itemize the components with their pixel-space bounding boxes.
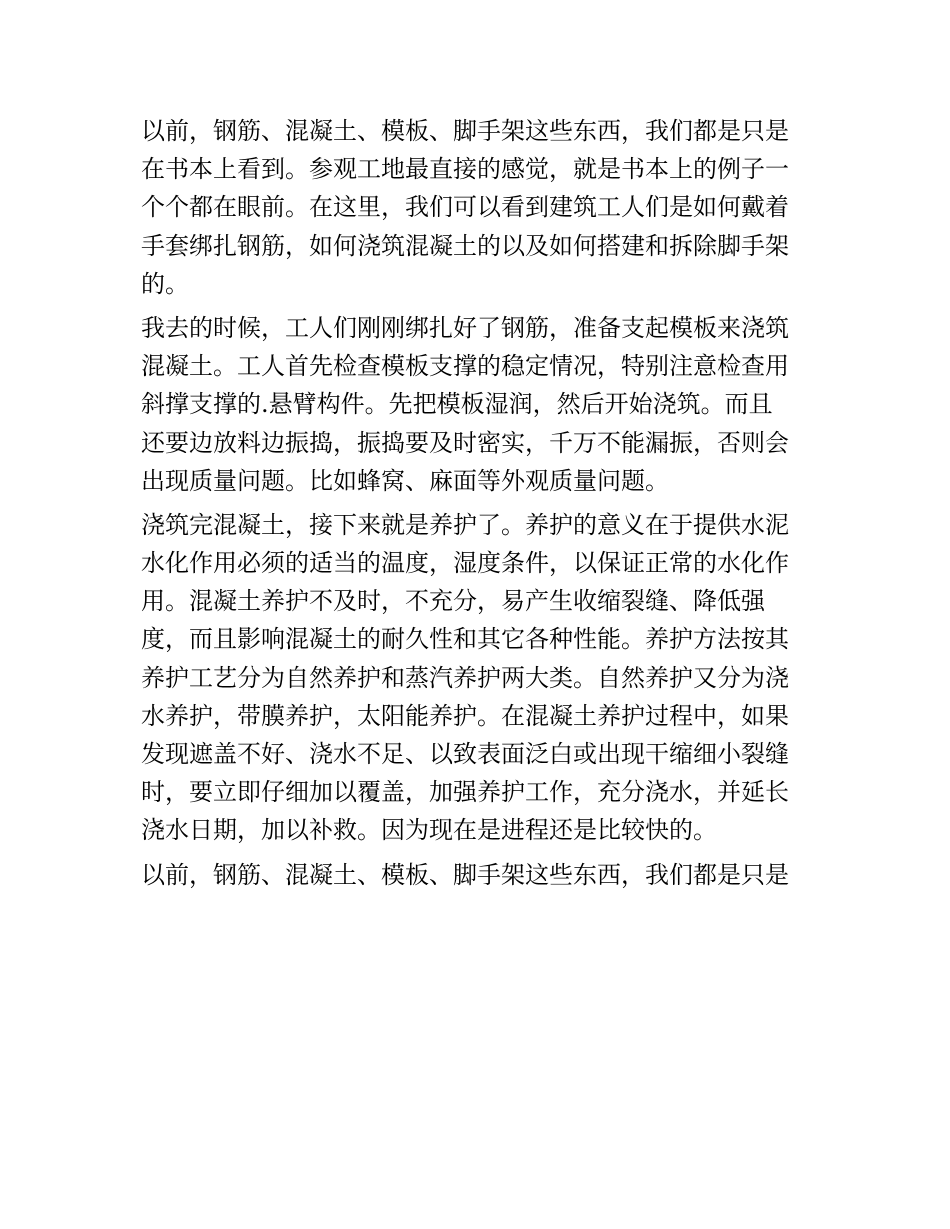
text-line: 以前，钢筋、混凝土、模板、脚手架这些东西，我们都是只是 [141,860,789,889]
text-line: 我去的时候，工人们刚刚绑扎好了钢筋，准备支起模板来浇筑 [141,313,789,342]
text-line: 个个都在眼前。在这里，我们可以看到建筑工人们是如何戴着 [141,193,789,222]
text-line: 混凝土。工人首先检查模板支撑的稳定情况，特别注意检查用 [141,352,789,381]
text-line: 在书本上看到。参观工地最直接的感觉，就是书本上的例子一 [141,155,789,184]
text-line: 养护工艺分为自然养护和蒸汽养护两大类。自然养护又分为浇 [141,663,789,692]
text-line: 斜撑支撑的.悬臂构件。先把模板湿润，然后开始浇筑。而且 [141,390,773,419]
text-line: 度，而且影响混凝土的耐久性和其它各种性能。养护方法按其 [141,625,789,654]
paragraph-4 [141,856,813,894]
text-line: 发现遮盖不好、浇水不足、以致表面泛白或出现干缩细小裂缝 [141,740,789,768]
document-body [141,112,813,894]
text-line: 浇筑完混凝土，接下来就是养护了。养护的意义在于提供水泥 [141,510,789,539]
text-line: 用。混凝土养护不及时，不充分，易产生收缩裂缝、降低强 [141,587,765,616]
text-line: 水化作用必须的适当的温度，湿度条件，以保证正常的水化作 [141,549,789,578]
text-line: 的。 [141,269,189,298]
text-line: 浇水日期，加以补救。因为现在是进程还是比较快的。 [141,816,717,845]
text-line: 出现质量问题。比如蜂窝、麻面等外观质量问题。 [141,466,669,495]
paragraph-2 [141,309,813,500]
text-line: 时，要立即仔细加以覆盖，加强养护工作，充分浇水，并延长 [141,778,789,807]
text-line: 以前，钢筋、混凝土、模板、脚手架这些东西，我们都是只是 [141,117,789,145]
text-line: 还要边放料边振捣，振捣要及时密实，千万不能漏振，否则会 [141,428,789,457]
paragraph-1 [141,112,813,303]
text-line: 手套绑扎钢筋，如何浇筑混凝土的以及如何搭建和拆除脚手架 [141,231,789,260]
paragraph-3 [141,506,813,850]
text-line: 水养护，带膜养护，太阳能养护。在混凝土养护过程中，如果 [141,701,789,730]
